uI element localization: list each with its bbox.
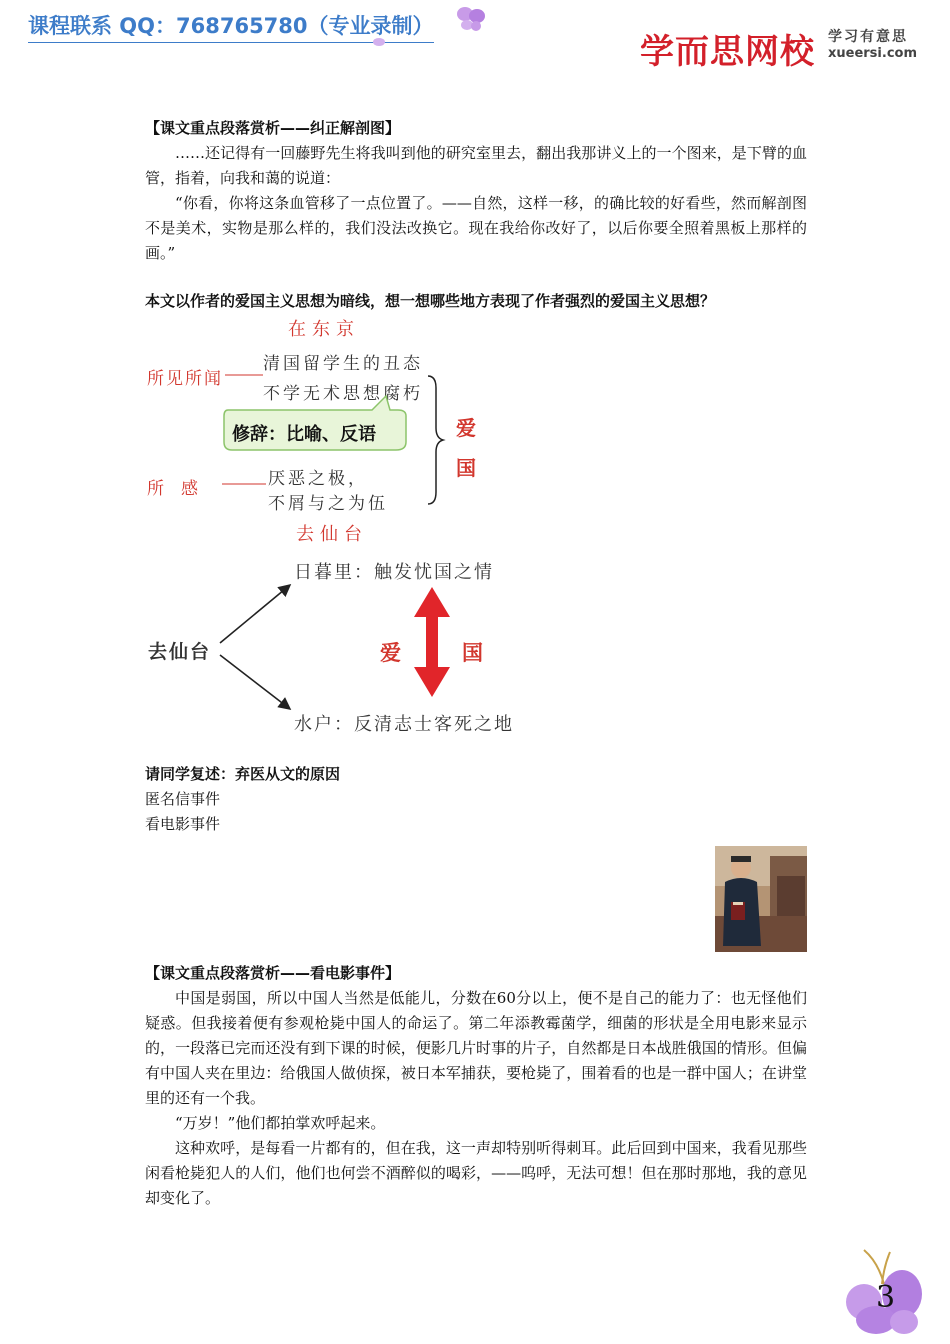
lu-xun-illustration [715, 846, 807, 952]
butterfly-icon [455, 4, 489, 34]
section-heading: 【课文重点段落赏析——纠正解剖图】 [145, 119, 401, 137]
page-number: 3 [876, 1280, 896, 1315]
retell-prompt: 请同学复述：弃医从文的原因 [145, 765, 341, 783]
question-patriotism [145, 289, 807, 314]
double-arrow [412, 585, 452, 699]
patriot-char: 国 [462, 640, 483, 665]
branch-arrows [218, 581, 298, 711]
diagram-tokyo [140, 312, 560, 522]
observation-item: 清国留学生的丑态 [263, 354, 423, 374]
brace [426, 374, 446, 506]
brand-name: 学而思网校 [640, 32, 815, 72]
section-correct-diagram [145, 116, 807, 266]
section-movie-event [145, 961, 807, 1211]
rhetoric-callout: 修辞：比喻、反语 [232, 424, 376, 445]
question-text: 本文以作者的爱国主义思想为暗线，想一想哪些地方表现了作者强烈的爱国主义思想？ [145, 292, 716, 310]
brand-logo [640, 24, 930, 72]
observation-item: 不学无术思想腐朽 [263, 384, 423, 404]
connector-line [225, 357, 265, 387]
connector-line [222, 474, 268, 494]
butterfly-small-icon [372, 36, 386, 48]
list-item: 匿名信事件 [145, 790, 221, 808]
feeling-line: 不屑与之为伍 [268, 494, 388, 514]
diagram-title: 去仙台 [296, 524, 368, 545]
brand-domain: xueersi.com [828, 46, 918, 61]
retell-section [145, 762, 807, 837]
felt-label: 所 感 [147, 479, 198, 499]
origin-label: 去仙台 [148, 641, 212, 663]
brand-slogan: 学习有意思 [828, 29, 908, 45]
patriot-char: 爱 [456, 416, 476, 440]
paragraph: ……还记得有一回藤野先生将我叫到他的研究室里去，翻出我那讲义上的一个图来，是下臂的血管，指着，向我和蔼的说道： [145, 144, 807, 187]
diagram-title: 在东京 [288, 319, 360, 340]
paragraph: “万岁！”他们都拍掌欢呼起来。 [175, 1114, 386, 1132]
feeling-line: 厌恶之极， [268, 469, 368, 489]
patriot-char: 爱 [380, 640, 401, 665]
paragraph: 这种欢呼，是每看一片都有的，但在我，这一声却特别听得刺耳。此后回到中国来，我看见那些闲看枪毙犯人的人们，他们也何尝不酒醉似的喝彩，——呜呼，无法可想！但在那时那地，我的意见却变化了。 [145, 1139, 807, 1207]
header-contact: 课程联系 QQ：768765780（专业录制） [28, 10, 434, 43]
diagram-sendai [140, 515, 560, 740]
list-item: 看电影事件 [145, 815, 221, 833]
paragraph: “你看，你将这条血管移了一点位置了。——自然，这样一移，的确比较的好看些，然而解剖图不是美术，实物是那么样的，我们没法改换它。现在我给你改好了，以后你要全照着黑板上那样的画。” [145, 194, 807, 262]
section-heading: 【课文重点段落赏析——看电影事件】 [145, 964, 401, 982]
seen-heard-label: 所见所闻 [147, 369, 223, 389]
lower-item: 水户：反清志士客死之地 [294, 714, 514, 735]
upper-item: 日暮里：触发忧国之情 [294, 562, 494, 583]
paragraph: 中国是弱国，所以中国人当然是低能儿，分数在60分以上，便不是自己的能力了：也无怪他们疑惑。但我接着便有参观枪毙中国人的命运了。第二年添教霉菌学，细菌的形状是全用电影来显示的，一段落已完而还没有到下课的时候，便影几片时事的片子，自然都是日本战胜俄国的情形。但偏有中国人夹在里边：给俄国人做侦探，被日本军捕获，要枪毙了，围着看的也是一群中国人；在讲堂里的还有一个我。 [145, 989, 807, 1107]
patriot-char: 国 [456, 456, 476, 480]
